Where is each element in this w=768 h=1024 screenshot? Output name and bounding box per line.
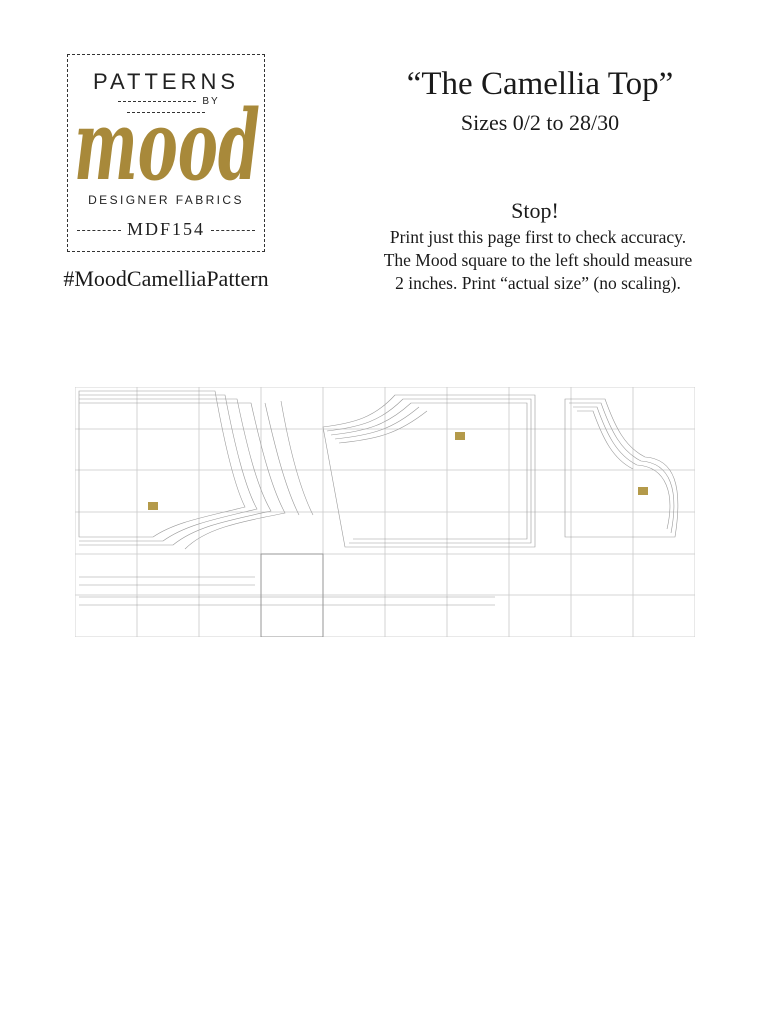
pattern-code: MDF154 [68, 219, 264, 240]
logo-designer-fabrics-text: DESIGNER FABRICS [88, 193, 244, 207]
instruction-line: 2 inches. Print “actual size” (no scaling). [395, 273, 681, 293]
size-range: Sizes 0/2 to 28/30 [460, 110, 620, 135]
print-instructions [348, 226, 728, 295]
stop-heading: Stop! [511, 198, 559, 223]
page-title: “The Camellia Top” [406, 66, 674, 102]
logo-by-text: BY [68, 96, 264, 118]
instruction-line: Print just this page first to check accuracy. [389, 227, 687, 247]
mood-logo-square [67, 54, 265, 252]
mood-wordmark-logo [72, 99, 262, 191]
hashtag: #MoodCamelliaPattern [63, 266, 269, 291]
logo-patterns-text: PATTERNS [92, 69, 240, 94]
pattern-layout-drawing [75, 387, 695, 637]
mood-wordmark-text: mood [74, 99, 260, 191]
pattern-layout-preview [75, 387, 695, 637]
instruction-line: The Mood square to the left should measure [383, 250, 693, 270]
